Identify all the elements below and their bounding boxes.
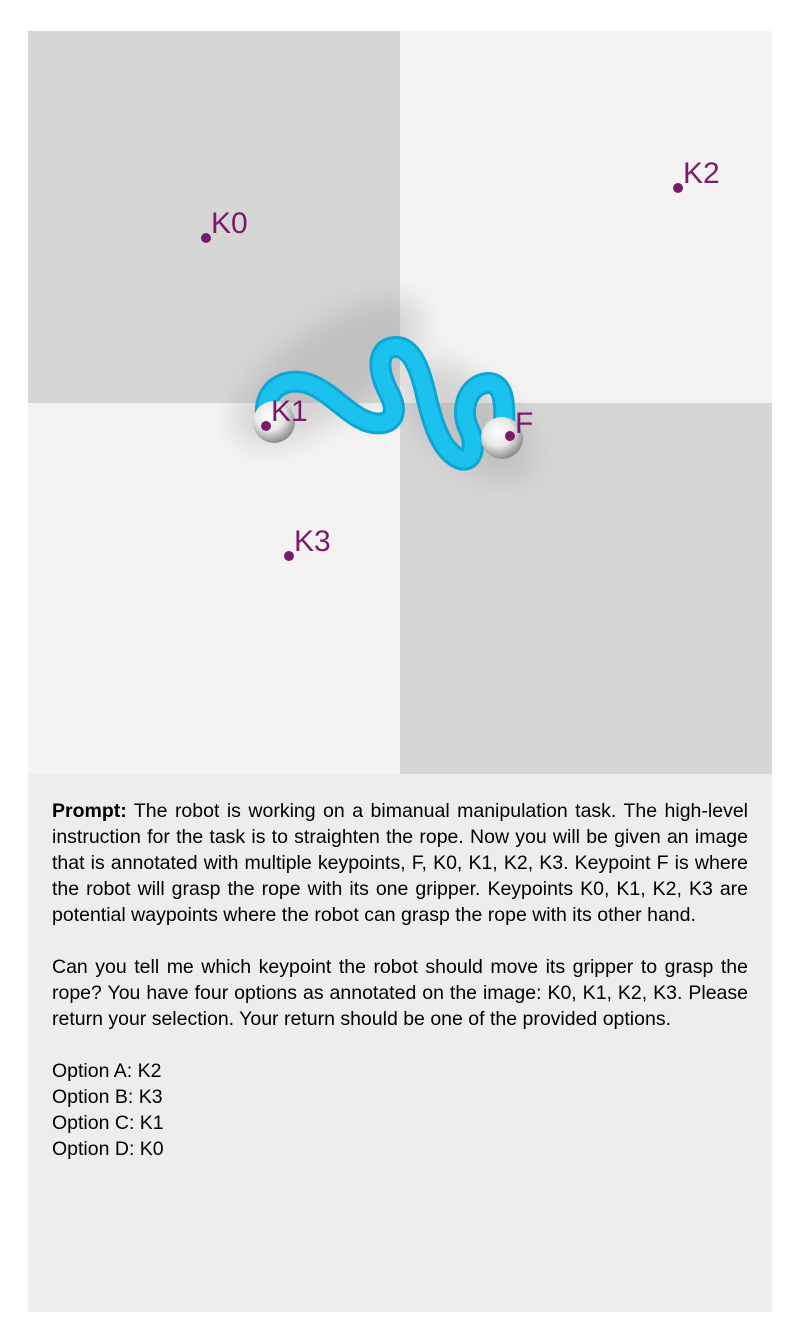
keypoint-k1-dot [261,421,271,431]
scene-image [28,31,772,774]
keypoint-k0-dot [201,233,211,243]
scene-canvas [28,31,772,774]
options-list [52,1058,748,1162]
option-c: Option C: K1 [52,1112,164,1134]
option-b: Option B: K3 [52,1086,163,1108]
keypoint-k3-dot [284,551,294,561]
prompt-paragraph-2: Can you tell me which keypoint the robot should move its gripper to grasp the rope? You have four options as annotated on the image: K0, K1, K2, K3. Please return your selection. Your return should be one of the provided options. [52,956,748,1030]
keypoint-k2-label: K2 [683,157,720,190]
option-d: Option D: K0 [52,1138,164,1160]
keypoint-f-label: F [515,407,534,440]
keypoint-k3-label: K3 [294,525,331,558]
prompt-label: Prompt: [52,800,127,822]
keypoint-k1-label: K1 [271,395,308,428]
prompt-panel [28,774,772,1312]
checker-tile-bottom-left [28,403,400,774]
option-a: Option A: K2 [52,1060,162,1082]
prompt-text-1: The robot is working on a bimanual manipulation task. The high-level instruction for the task is to straighten the rope. Now you will be given an image that is annotated with multiple keypoints, F, K0, K1, K2, K3. Keypoint F is where the robot will grasp the rope with its one gripper. Keypoints K0, K1, K2, K3 are potential waypoints where the robot can grasp the rope with its other hand. [52,800,748,926]
checker-tile-top-right [400,31,772,403]
keypoint-k2-dot [673,183,683,193]
keypoint-f-dot [505,431,515,441]
prompt-paragraph-1 [52,798,748,928]
keypoint-k0-label: K0 [211,207,248,240]
